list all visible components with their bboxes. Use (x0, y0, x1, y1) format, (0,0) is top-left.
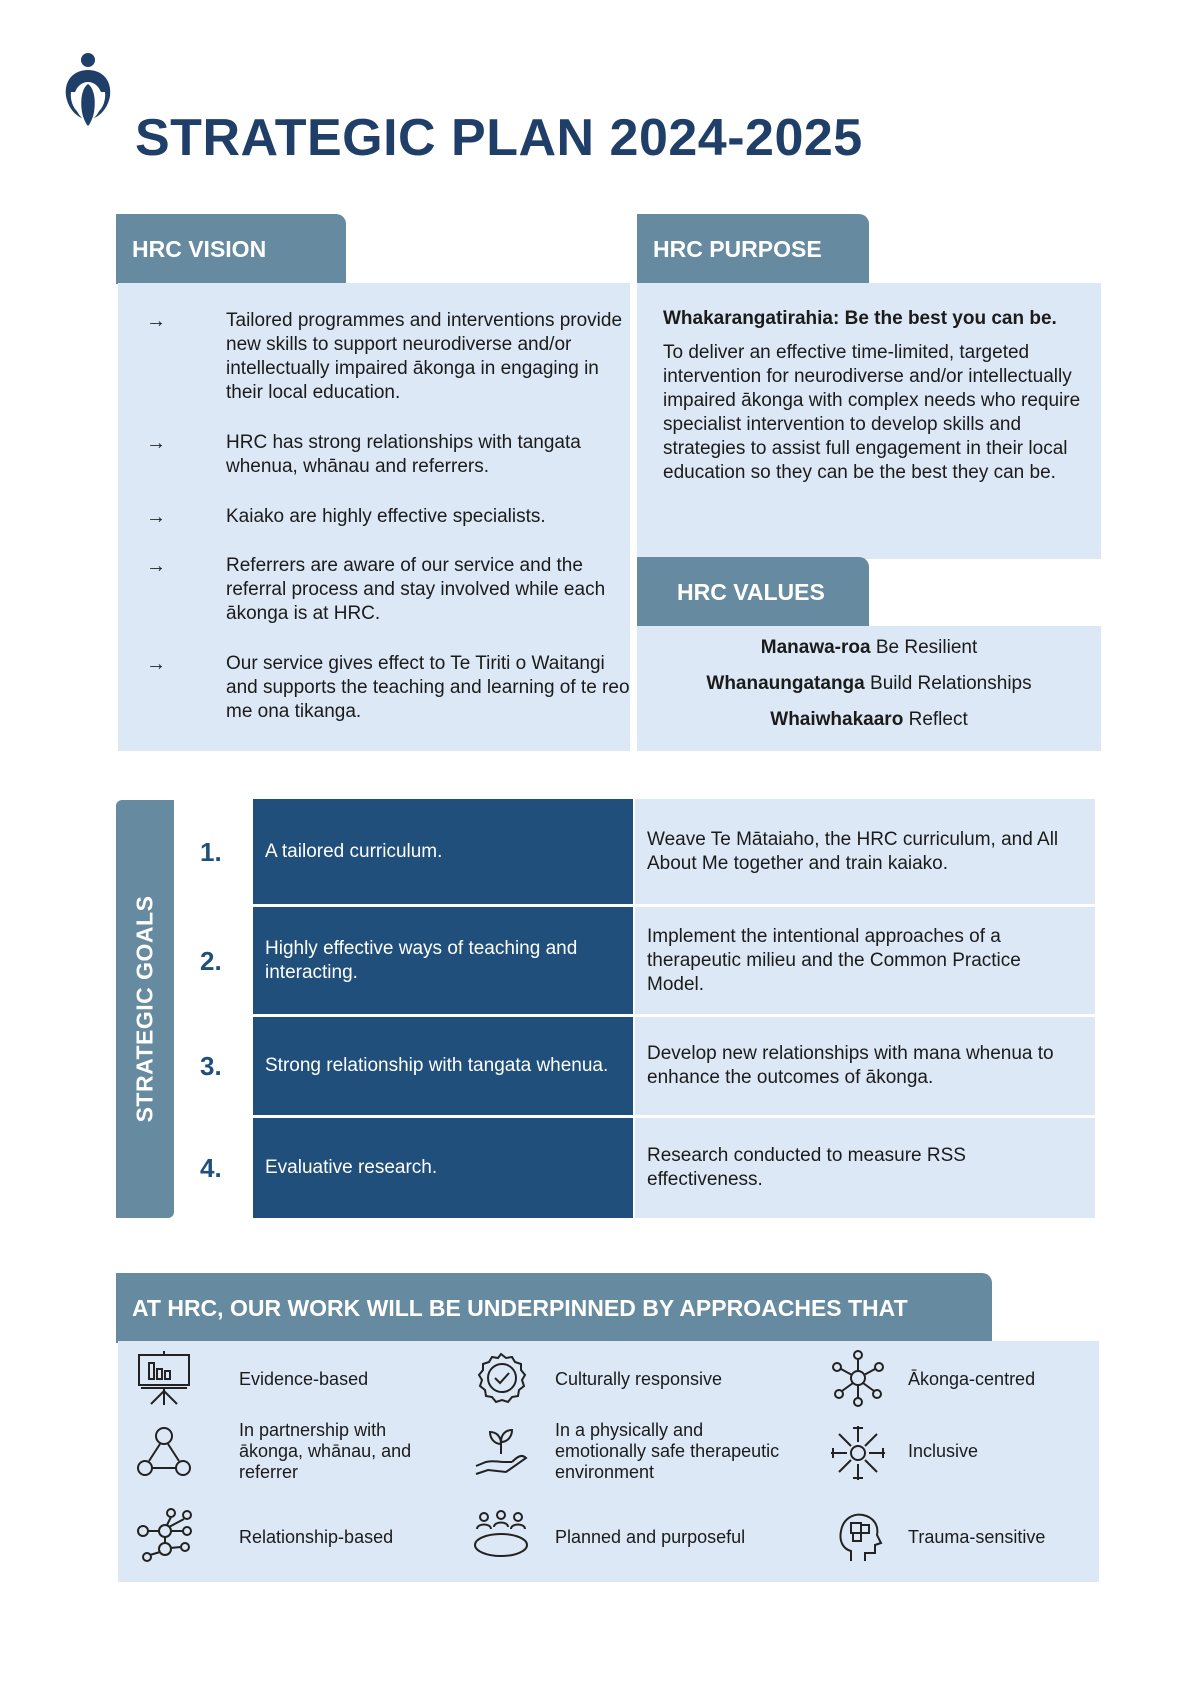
goal-number: 3. (200, 1051, 222, 1081)
purpose-body: To deliver an effective time-limited, targeted intervention for neurodiverse and/or intellectually impaired ākonga with complex needs who require specialist intervention to develop skills and strategies to assist full engagement in their local education so they can be the best they can be. (663, 342, 1081, 483)
meeting-table-icon (472, 1507, 530, 1565)
arrow-right-icon: → (146, 310, 166, 332)
arrow-right-icon: → (146, 506, 166, 528)
check-badge-icon (472, 1349, 530, 1407)
values-panel (637, 626, 1101, 751)
approach-label: Inclusive (908, 1441, 979, 1461)
goal-title: Strong relationship with tangata whenua. (253, 1017, 633, 1115)
value-item (637, 672, 1101, 696)
goal-title: A tailored curriculum. (253, 799, 633, 904)
hrc-logo (60, 52, 116, 128)
goal-action: Implement the intentional approaches of a therapeutic milieu and the Common Practice Model. (635, 907, 1095, 1014)
approach-label: Trauma-sensitive (908, 1527, 1046, 1547)
connected-people-icon (135, 1507, 193, 1565)
head-puzzle-icon (829, 1507, 887, 1565)
approach-label: Relationship-based (239, 1527, 394, 1547)
purpose-lead: Whakarangatirahia: Be the best you can be. (663, 308, 1057, 329)
vision-item-text: HRC has strong relationships with tangata whenua, whānau and referrers. (226, 432, 581, 477)
approach-label: Culturally responsive (555, 1369, 723, 1389)
goal-number: 4. (200, 1153, 222, 1183)
value-maori: Manawa-roa (760, 637, 871, 658)
goal-number: 1. (200, 837, 222, 867)
approach-label: In a physically and emotionally safe therapeutic environment (555, 1420, 780, 1482)
presentation-chart-icon (135, 1349, 193, 1407)
approach-label: Planned and purposeful (555, 1527, 746, 1547)
hand-plant-icon (472, 1424, 530, 1482)
approach-label: In partnership with ākonga, whānau, and referrer (239, 1420, 412, 1482)
values-heading: HRC VALUES (677, 578, 825, 605)
goal-action: Develop new relationships with mana whenua to enhance the outcomes of ākonga. (635, 1017, 1095, 1115)
goals-sidebar (116, 800, 174, 1218)
hands-circle-icon (829, 1424, 887, 1482)
goal-number: 2. (200, 946, 222, 976)
purpose-heading: HRC PURPOSE (653, 235, 822, 262)
vision-panel (118, 283, 630, 751)
vision-tab (116, 214, 346, 284)
value-maori: Whaiwhakaaro (770, 709, 904, 730)
goal-title: Evaluative research. (253, 1118, 633, 1218)
vision-item-text: Kaiako are highly effective specialists. (226, 506, 546, 527)
approach-label: Ākonga-centred (908, 1369, 1036, 1389)
goal-action: Research conducted to measure RSS effectiveness. (635, 1118, 1095, 1218)
vision-item-text: Our service gives effect to Te Tiriti o Waitangi and supports the teaching and learning of te reo me ona tikanga. (226, 653, 630, 722)
people-network-icon (829, 1349, 887, 1407)
approaches-tab (116, 1273, 992, 1343)
value-maori: Whanaungatanga (706, 673, 865, 694)
vision-heading: HRC VISION (132, 235, 267, 262)
approaches-heading: AT HRC, OUR WORK WILL BE UNDERPINNED BY APPROACHES THAT (132, 1294, 908, 1321)
goals-heading: STRATEGIC GOALS (131, 895, 158, 1123)
arrow-right-icon: → (146, 432, 166, 454)
value-english: Be Resilient (875, 637, 978, 658)
people-triangle-icon (135, 1424, 193, 1482)
value-english: Build Relationships (870, 673, 1032, 694)
goal-title: Highly effective ways of teaching and interacting. (253, 907, 633, 1014)
purpose-tab (637, 214, 869, 284)
arrow-right-icon: → (146, 555, 166, 577)
page-title: STRATEGIC PLAN 2024-2025 (135, 109, 863, 167)
goal-action: Weave Te Mātaiaho, the HRC curriculum, and All About Me together and train kaiako. (635, 799, 1095, 904)
value-item (637, 636, 1101, 660)
purpose-panel (637, 283, 1101, 559)
vision-item-text: Referrers are aware of our service and the referral process and stay involved while each ākonga is at HRC. (226, 555, 606, 624)
approach-label: Evidence-based (239, 1369, 369, 1389)
vision-item-text: Tailored programmes and interventions provide new skills to support neurodiverse and/or intellectually impaired ākonga in engaging in their local education. (226, 310, 623, 403)
values-tab (637, 557, 869, 627)
value-item (637, 708, 1101, 732)
value-english: Reflect (908, 709, 968, 730)
arrow-right-icon: → (146, 653, 166, 675)
